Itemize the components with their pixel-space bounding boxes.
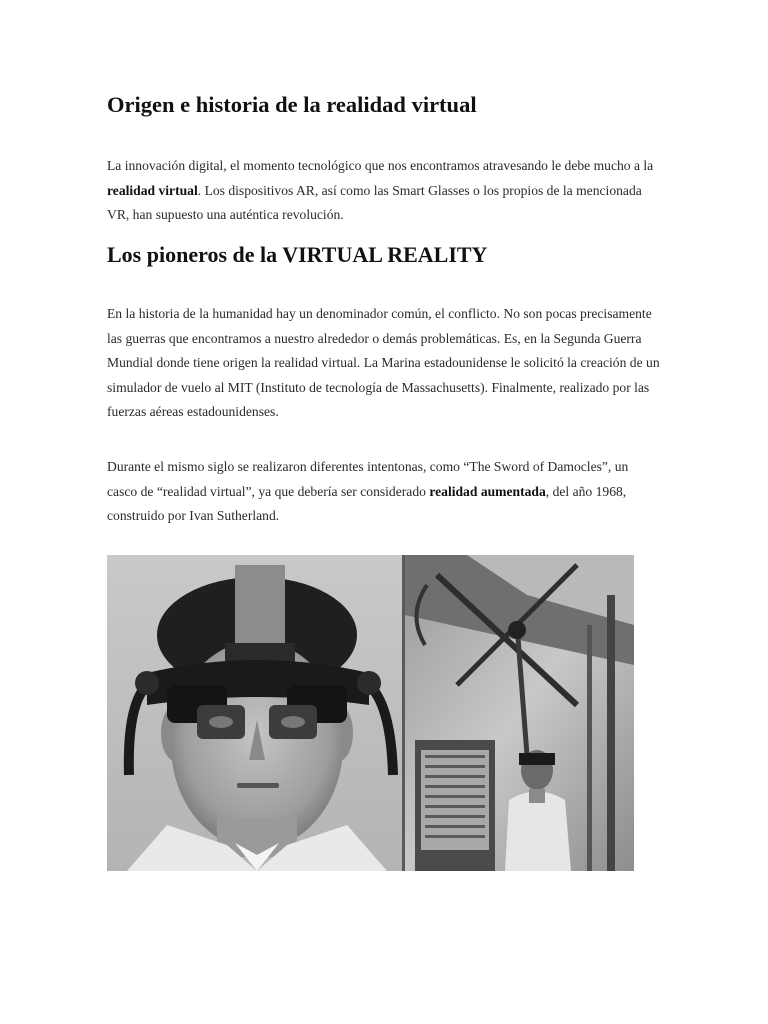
sword-of-damocles-paragraph bbox=[107, 455, 647, 529]
intro-text-1: La innovación digital, el momento tecnológico que nos encontramos atravesando le debe mucho a la bbox=[107, 158, 654, 173]
page-title: Origen e historia de la realidad virtual bbox=[107, 92, 477, 117]
intro-bold-term: realidad virtual bbox=[107, 182, 198, 198]
right-panel-sword-of-damocles bbox=[405, 555, 634, 871]
section-heading: Los pioneros de la VIRTUAL REALITY bbox=[107, 242, 488, 267]
intro-text-2: . Los dispositivos AR, así como las Smart Glasses o los propios de la mencionada VR, han supuesto una auténtica revolución. bbox=[107, 182, 642, 223]
sword-text-1: Durante el mismo siglo se realizaron diferentes intentonas, como “The Sword of Damocles”, un casco de “realidad virtual”, ya que debería ser considerado bbox=[107, 459, 629, 499]
vr-headset-photo bbox=[107, 555, 634, 871]
sword-text-2: , del año 1968, construido por Ivan Sutherland. bbox=[107, 483, 627, 524]
intro-paragraph bbox=[107, 154, 663, 228]
history-paragraph: En la historia de la humanidad hay un denominador común, el conflicto. No son pocas precisamente las guerras que encontramos a nuestro alrededor o demás problemáticas. Es, en la Segunda Guerra Mundial donde tiene origen la realidad virtual. La Marina estadounidense le solicitó la creación de un simulador de vuelo al MIT (Instituto de tecnología de Massachusetts). Finalmente, realizado por las fuerzas aéreas estadounidenses. bbox=[107, 306, 660, 420]
sword-bold-term: realidad aumentada bbox=[429, 483, 546, 499]
left-panel-portrait bbox=[107, 555, 402, 871]
